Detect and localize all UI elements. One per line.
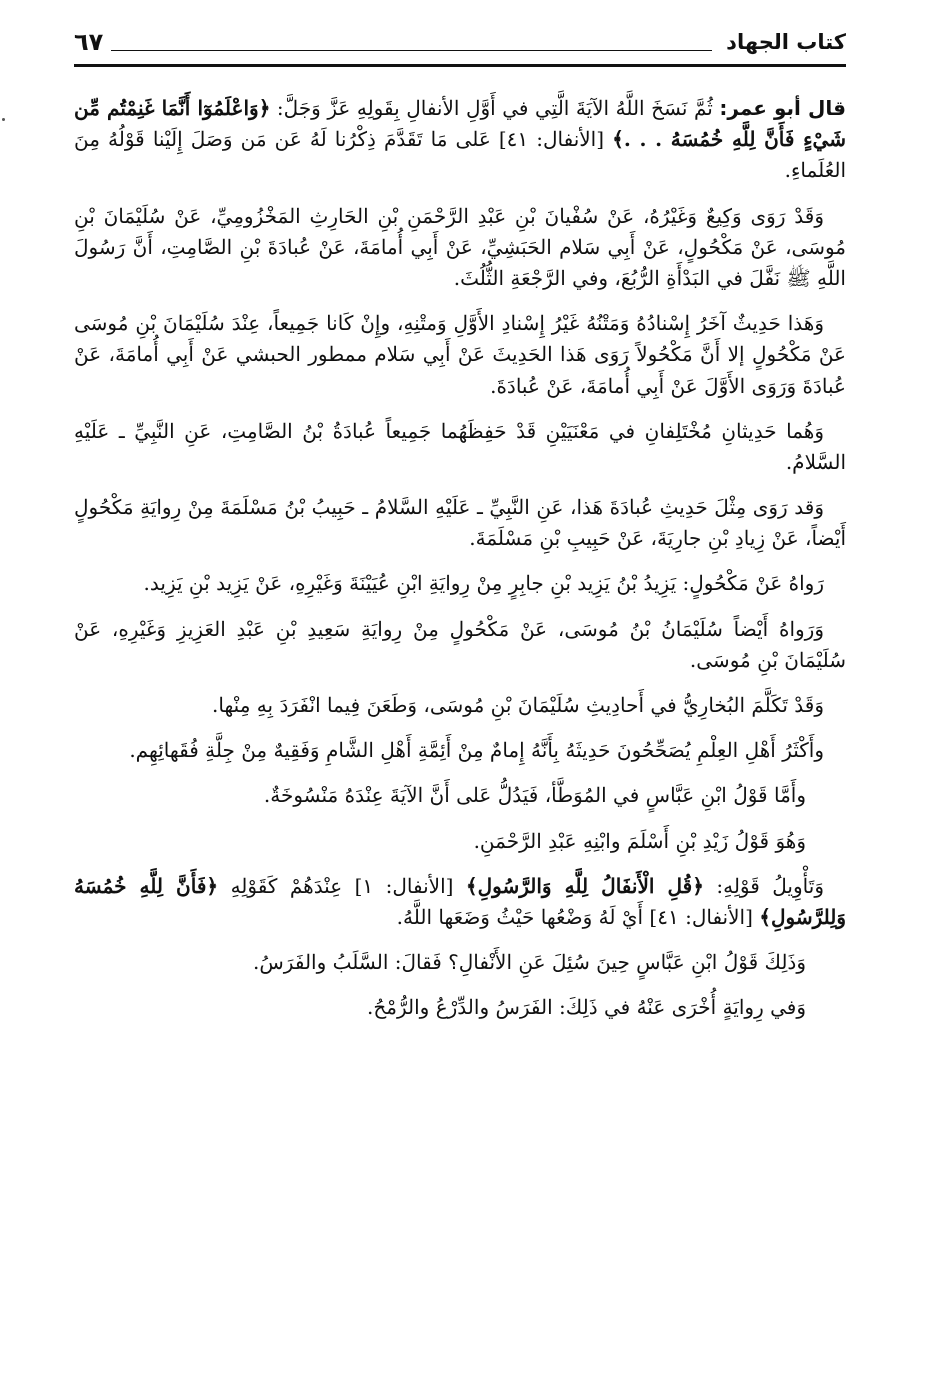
header-rule	[74, 64, 846, 67]
paragraph-3: وَهَذا حَدِيثٌ آخَرُ إِسْنادُهُ وَمَتْنُهُ غَيْرُ إِسْنادِ الأَوَّلِ وَمتْنِهِ، وإِنْ كَانا جَمِيعاً، عِنْدَ سُلَيْمَانَ بْنِ مُوسَى عَنْ مَكْحُولٍ إلا أَنَّ مَكْحُولاً رَوَى هَذا الحَدِيثَ عَنْ أَبِي سَلام ممطور الحبشي عَنْ أَبِي أُمامَةَ، عَنْ عُبادَةَ وَرَوَى الأَوَّلَ عَنْ أَبِي أُمامَةَ، عَنْ عُبادَةَ.	[74, 311, 846, 398]
quran-quote: ﴿قُلِ الْأَنفَالُ لِلَّهِ وَالرَّسُولِ﴾	[465, 873, 704, 898]
paragraph-text: وَتَأْوِيلُ قَوْلِهِ:	[703, 873, 824, 898]
paragraph-text: [الأنفال: ٤١] عَلى مَا تَقَدَّمَ ذِكْرُنا لَهُ عَن مَن وَصَلَ إِلَيْنا قَوْلُهُ مِنَ العُلَماءِ.	[74, 127, 846, 183]
page-number: ٦٧	[74, 28, 104, 56]
book-page	[74, 22, 846, 1038]
paragraph-text: [الأنفال: ٤١] أَيْ لَهُ وَضْعُها حَيْثُ وَضَعَها اللَّهُ.	[396, 904, 760, 929]
paragraph-10: وأَمَّا قَوْلُ ابْنِ عَبَّاسٍ في المُوَطَّأ، فَيَدُلُّ عَلى أَنَّ الآيَةَ عِنْدَهُ مَنْسُوخَةٌ.	[263, 783, 806, 808]
paragraph-14: وَفي رِوايَةٍ أُخْرَى عَنْهُ في ذَلِكَ: الفَرَسُ والدِّرْعُ والرُّمْحُ.	[367, 995, 806, 1020]
paragraph-12	[74, 871, 846, 933]
paragraph-4: وَهُما حَدِيثانِ مُخْتَلِفانِ في مَعْنَيَيْنِ قَدْ حَفِظَهُما جَمِيعاً عُبادَةُ بْنُ الصَّامِتِ، عَنِ النَّبِيِّ ـ عَلَيْهِ السَّلامُ.	[74, 418, 846, 474]
paragraph-11: وَهُوَ قَوْلُ زَيْدِ بْنِ أَسْلَمَ وابْنِهِ عَبْدِ الرَّحْمَنِ.	[473, 828, 806, 853]
page-body	[74, 93, 846, 1024]
paragraph-13: وَذَلِكَ قَوْلُ ابْنِ عَبَّاسٍ حِينَ سُئِلَ عَنِ الأَنْفالِ؟ فَقالَ: السَّلَبُ والفَرَسُ.	[253, 950, 806, 975]
header-line	[111, 50, 712, 51]
quran-quote: ﴿فَأَنَّ لِلَّهِ خُمُسَهُ وَلِلرَّسُولِ﴾	[74, 873, 846, 929]
paragraph-2: وَقَدْ رَوَى وَكِيعٌ وَغَيْرُهُ، عَنْ سُفْيانَ بْنِ عَبْدِ الرَّحْمَنِ بْنِ الحَارِثِ المَخْزُومِيِّ، عَنْ سُلَيْمَانَ بْنِ مُوسَى، عَنْ مَكْحُولٍ، عَنْ أَبِي سَلام الحَبَشِيِّ، عَنْ أَبِي أُمامَةَ، عَنْ عُبادَةَ بْنِ الصَّامِتِ، أَنَّ رَسُولَ اللَّهِ ﷺ نَفَّلَ في البَدْأَةِ الرُّبُعَ، وفي الرَّجْعَةِ الثُّلُثَ.	[74, 203, 846, 290]
margin-speck	[2, 118, 5, 121]
paragraph-9: وأَكْثَرُ أَهْلِ العِلْمِ يُصَحِّحُونَ حَدِيثَهُ بِأَنَّهُ إِمامٌ مِنْ أَئِمَّةِ أَهْلِ الشَّامِ وَفَقِيهٌ مِنْ جِلَّةِ فُقَهائِهِم.	[129, 738, 824, 763]
paragraph-text: ثُمَّ نَسَخَ اللَّهُ الآيَةَ الَّتِي في أَوَّلِ الأنفالِ بِقَولِهِ عَزَّ وَجَلَّ:	[270, 96, 720, 120]
paragraph-8: وَقَدْ تَكَلَّمَ البُخارِيُّ في أَحادِيثِ سُلَيْمَانَ بْنِ مُوسَى، وَطَعَنَ فِيما انْفَرَدَ بِهِ مِنْها.	[212, 693, 824, 717]
speaker-label: قال أبو عمر:	[719, 96, 846, 120]
paragraph-7: وَرَواهُ أَيْضاً سُلَيْمَانُ بْنُ مُوسَى، عَنْ مَكْحُولٍ مِنْ رِوايَةِ سَعِيدِ بْنِ عَبْدِ العَزِيزِ وَغَيْرِهِ، عَنْ سُلَيْمَانَ بْنِ مُوسَى.	[74, 616, 846, 672]
quran-quote: ﴿وَاعْلَمُوٓا أَنَّمَا غَنِمْتُم مِّن شَيْءٍ فَأَنَّ لِلَّهِ خُمُسَهُ . . .﴾	[74, 96, 846, 152]
paragraph-6: رَواهُ عَنْ مَكْحُولٍ: يَزِيدُ بْنُ يَزِيد بْنِ جابِرٍ مِنْ رِوايَةِ ابْنِ عُيَيْنَةَ وَغَيْرِهِ، عَنْ يَزِيد بْنِ يَزِيد.	[143, 571, 824, 596]
paragraph-text: [الأنفال: ١] عِنْدَهُمْ كَقَوْلِهِ	[218, 873, 466, 898]
paragraph-5: وَقد رَوَى مِثْلَ حَدِيثِ عُبادَةَ هَذا، عَنِ النَّبِيِّ ـ عَلَيْهِ السَّلامُ ـ حَبِيبُ بْنُ مَسْلَمَةَ مِنْ رِوايَةِ مَكْحُولٍ أَيْضاً، عَنْ زِيادِ بْنِ جارِيَةَ، عَنْ حَبِيبِ بْنِ مَسْلَمَةَ.	[74, 495, 846, 551]
running-header	[74, 22, 846, 62]
paragraph-1	[74, 93, 846, 187]
book-title: كتاب الجهاد	[726, 30, 846, 54]
